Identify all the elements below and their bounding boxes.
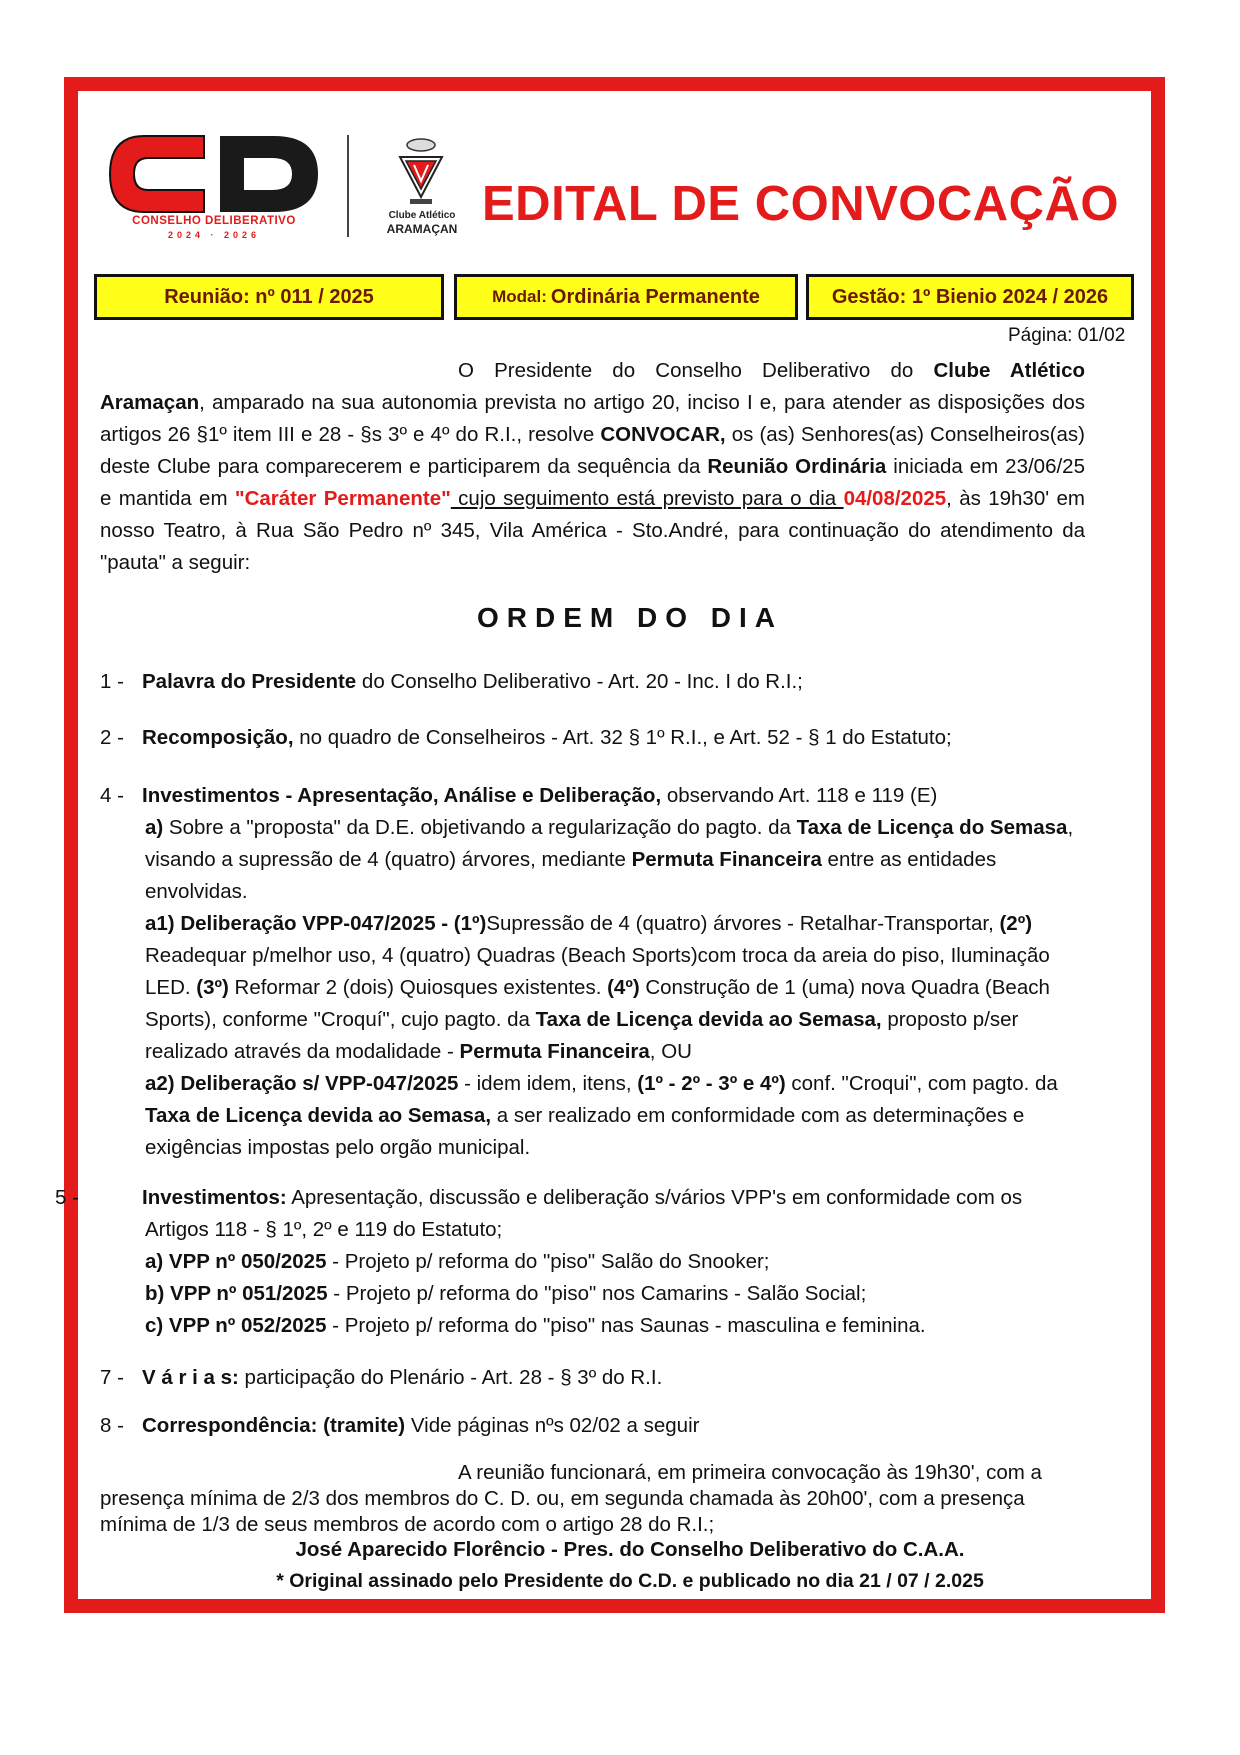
sub-bold: Permuta Financeira xyxy=(631,848,822,871)
sub-bold: (4º) xyxy=(607,976,640,999)
sub-bold: Permuta Financeira xyxy=(459,1040,650,1063)
sub-text: conf. "Croqui", com pagto. da xyxy=(785,1072,1058,1095)
sub-text: , OU xyxy=(649,1040,692,1063)
meeting-date: 04/08/2025 xyxy=(843,487,947,510)
item-text: do Conselho Deliberativo - Art. 20 - Inc. I do R.I.; xyxy=(356,670,803,693)
club-name-small: Clube Atlético xyxy=(388,210,456,221)
agenda-item-2 xyxy=(100,722,1085,754)
modal-box xyxy=(454,274,798,320)
item-number: 4 - xyxy=(100,784,124,807)
item-number: 5 - xyxy=(55,1186,79,1209)
modal-value: Ordinária Permanente xyxy=(550,285,760,308)
sub-text: entre as entidades envolvidas. xyxy=(145,848,997,903)
club-name-bold: Clube Atlético Aramaçan xyxy=(100,359,1086,414)
item-text: Vide páginas nºs 02/02 a seguir xyxy=(405,1414,700,1437)
sub-label: a) xyxy=(145,816,164,839)
sub-label: a2) Deliberação s/ VPP-047/2025 xyxy=(145,1072,459,1095)
page-title: EDITAL DE CONVOCAÇÃO xyxy=(482,177,1120,231)
item-text: observando Art. 118 e 119 (E) xyxy=(661,784,938,807)
item-title: Investimentos: xyxy=(142,1186,287,1209)
item-number: 7 - xyxy=(100,1366,124,1389)
sub-label: a) VPP nº 050/2025 xyxy=(145,1250,327,1273)
intro-paragraph xyxy=(100,355,1085,579)
sub-text: , visando a supressão de 4 (quatro) árvores, mediante xyxy=(145,816,1074,871)
item-4a1 xyxy=(100,908,1085,1068)
closing-paragraph: A reunião funcionará, em primeira convocação às 19h30', com a presença mínima de 2/3 dos membros do C. D. ou, em segunda chamada às 20h00', com a presença mínima de 1/3 de seus membros de acordo com o artigo 28 do R.I.; xyxy=(100,1461,1042,1536)
sub-text: - Projeto p/ reforma do "piso" nas Saunas - masculina e feminina. xyxy=(326,1314,926,1337)
item-text: participação do Plenário - Art. 28 - § 3º do R.I. xyxy=(238,1366,663,1389)
item-5a xyxy=(100,1246,1085,1278)
logo-divider xyxy=(347,135,349,237)
sub-bold: (1º - 2º - 3º e 4º) xyxy=(637,1072,786,1095)
sub-bold: Taxa de Licença devida ao Semasa, xyxy=(145,1104,492,1127)
intro-text: , às 19h30' em nosso Teatro, à Rua São Pedro nº 345, Vila América - Sto.André, para continuação do atendimento da "pauta" a seguir: xyxy=(100,487,1085,574)
item-text: Apresentação, discussão e deliberação s/vários VPP's em conformidade com os Artigos 118 - § 1º, 2º e 119 do Estatuto; xyxy=(145,1186,1023,1241)
club-name: ARAMAÇAN xyxy=(386,222,458,236)
item-5c xyxy=(100,1310,1085,1342)
agenda-item-4 xyxy=(100,780,1085,1164)
agenda-item-1 xyxy=(100,666,1085,698)
sub-text: Sobre a "proposta" da D.E. objetivando a regularização do pagto. da xyxy=(163,816,797,839)
item-title: Correspondência: (tramite) xyxy=(142,1414,406,1437)
item-4a xyxy=(100,812,1085,908)
sub-label: c) VPP nº 052/2025 xyxy=(145,1314,327,1337)
item-title: Recomposição, xyxy=(142,726,294,749)
item-title: Palavra do Presidente xyxy=(142,670,357,693)
intro-text: , amparado na sua autonomia prevista no artigo 20, inciso I e, para atender as disposições dos artigos 26 §1º item III e 28 - §s 3º e 4º do R.I., resolve xyxy=(100,391,1085,446)
sub-bold: Taxa de Licença do Semasa xyxy=(796,816,1068,839)
meeting-number: Reunião: nº 011 / 2025 xyxy=(164,285,374,308)
sub-bold: (3º) xyxy=(196,976,229,999)
item-number: 8 - xyxy=(100,1414,124,1437)
item-title: Investimentos - Apresentação, Análise e Deliberação, xyxy=(142,784,662,807)
sub-text: - Projeto p/ reforma do "piso" Salão do Snooker; xyxy=(326,1250,770,1273)
sub-text: Construção de 1 (uma) nova Quadra (Beach Sports), conforme "Croquí", cujo pagto. da xyxy=(145,976,1050,1031)
agenda-item-7 xyxy=(100,1362,1085,1394)
sub-label: b) VPP nº 051/2025 xyxy=(145,1282,328,1305)
intro-text: iniciada em 23/06/25 e mantida em xyxy=(100,455,1085,510)
sub-bold: (2º) xyxy=(999,912,1033,935)
cd-logo-years: 2024 · 2026 xyxy=(167,230,261,240)
item-5b xyxy=(100,1278,1085,1310)
sub-text: - idem idem, itens, xyxy=(458,1072,638,1095)
sub-text: a ser realizado em conformidade com as determinações e exigências impostas pelo orgão municipal. xyxy=(145,1104,1025,1159)
agenda-item-8 xyxy=(100,1410,1085,1442)
sub-text: - Projeto p/ reforma do "piso" nos Camarins - Salão Social; xyxy=(327,1282,867,1305)
page-number: Página: 01/02 xyxy=(1008,325,1126,346)
convocar-bold: CONVOCAR, xyxy=(600,423,726,446)
club-emblem-icon xyxy=(394,135,448,207)
gestao-box xyxy=(806,274,1134,320)
intro-text: O Presidente do Conselho Deliberativo do xyxy=(458,359,934,382)
sub-text: proposto p/ser realizado através da modalidade - xyxy=(145,1008,1019,1063)
intro-text: os (as) Senhores(as) Conselheiros(as) deste Clube para comparecerem e participarem da sequência da xyxy=(100,423,1086,478)
sub-label: a1) Deliberação VPP-047/2025 - (1º) xyxy=(145,912,487,935)
intro-underlined: cujo seguimento está previsto para o dia xyxy=(450,487,844,510)
item-number: 2 - xyxy=(100,726,124,749)
gestao-value: Gestão: 1º Bienio 2024 / 2026 xyxy=(831,285,1109,308)
publication-note: * Original assinado pelo Presidente do C.D. e publicado no dia 21 / 07 / 2.025 xyxy=(276,1570,984,1592)
sub-text: Supressão de 4 (quatro) árvores - Retalhar-Transportar, xyxy=(486,912,1000,935)
reuniao-ordinaria-bold: Reunião Ordinária xyxy=(707,455,887,478)
sub-text: Readequar p/melhor uso, 4 (quatro) Quadras (Beach Sports)com troca da areia do piso, Iluminação LED. xyxy=(145,944,1050,999)
sub-bold: Taxa de Licença devida ao Semasa, xyxy=(535,1008,882,1031)
item-4a2 xyxy=(100,1068,1085,1164)
sub-text: Reformar 2 (dois) Quiosques existentes. xyxy=(228,976,608,999)
cd-logo-caption: CONSELHO DELIBERATIVO xyxy=(132,215,296,227)
signature: José Aparecido Florêncio - Pres. do Conselho Deliberativo do C.A.A. xyxy=(295,1538,965,1561)
modal-label: Modal: xyxy=(492,287,547,306)
item-text: no quadro de Conselheiros - Art. 32 § 1º R.I., e Art. 52 - § 1 do Estatuto; xyxy=(293,726,952,749)
meeting-number-box xyxy=(94,274,444,320)
item-title: V á r i a s: xyxy=(142,1366,239,1389)
ordem-do-dia-heading: ORDEM DO DIA xyxy=(477,602,783,633)
item-number: 1 - xyxy=(100,670,124,693)
carater-permanente: "Caráter Permanente" xyxy=(234,487,451,510)
agenda-item-5 xyxy=(55,1182,1085,1342)
